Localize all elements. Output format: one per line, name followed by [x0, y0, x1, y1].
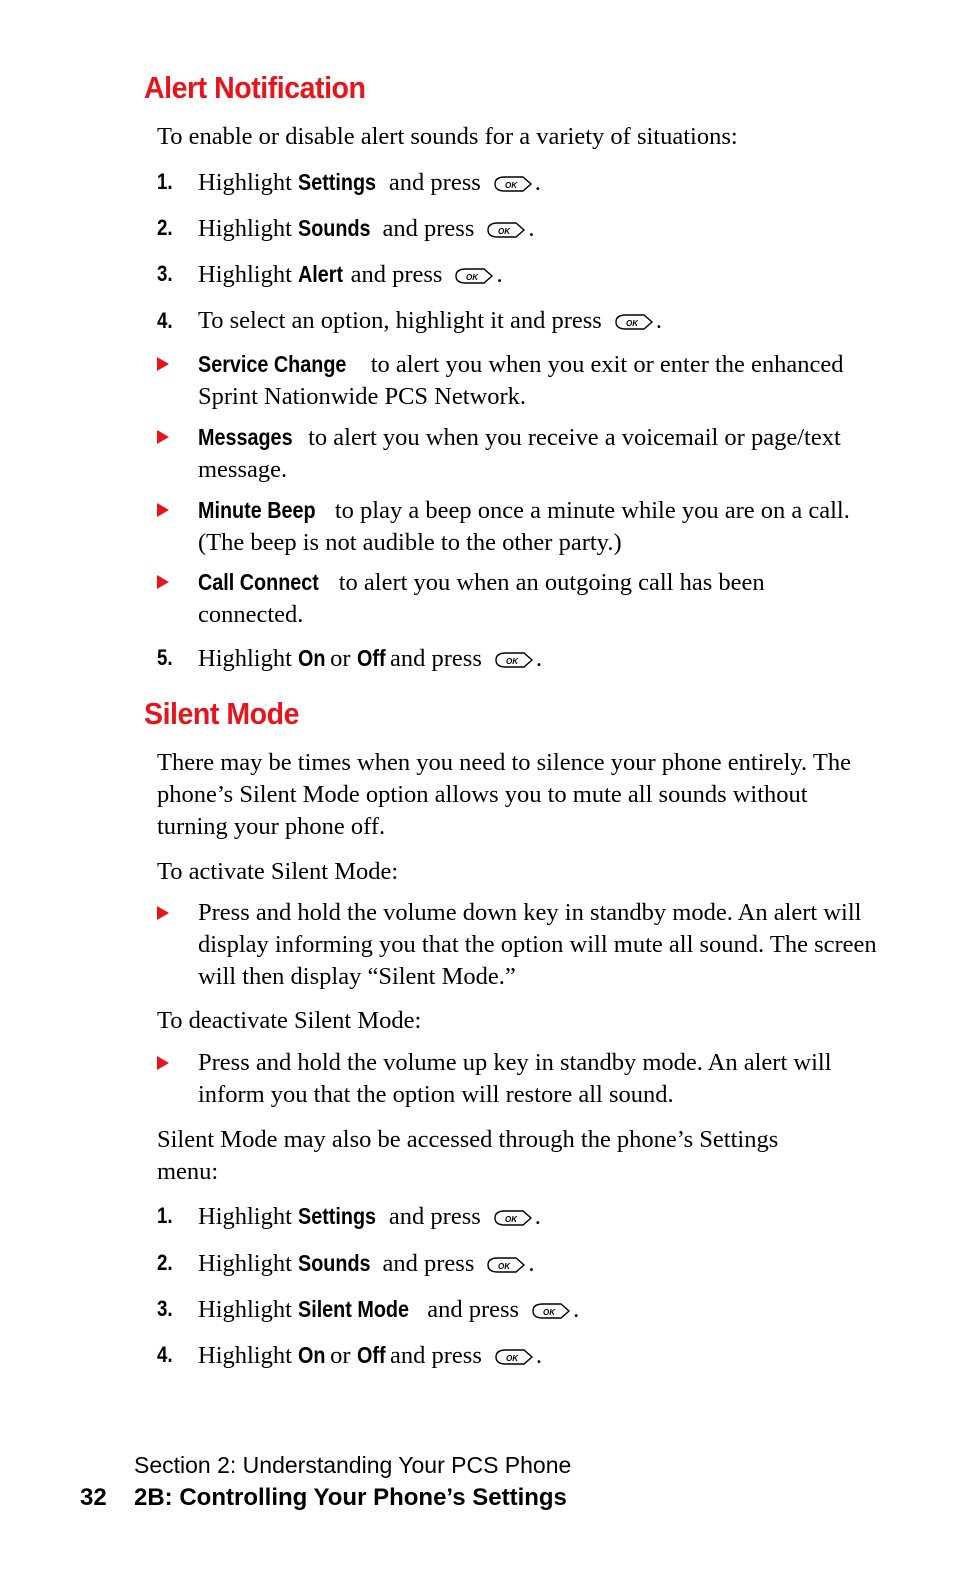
period: . [535, 1342, 542, 1369]
step-text: and press [376, 215, 475, 242]
keyword: Messages [198, 424, 293, 450]
svg-text:OK: OK [504, 1215, 517, 1225]
step-number: 1. [157, 1203, 173, 1228]
keyword: Silent Mode [298, 1296, 410, 1322]
period: . [528, 1250, 535, 1277]
silent-intro: There may be times when you need to silence your phone entirely. The phone’s Silent Mode option allows you to mute all sounds without turning your phone off. [157, 749, 851, 840]
option-text: to alert you when you receive a voicemail or page/text message. [198, 424, 841, 483]
ok-button-icon [450, 267, 494, 285]
keyword: Minute Beep [198, 497, 316, 523]
period: . [528, 215, 535, 242]
section-heading-alert-notification: Alert Notification [144, 70, 366, 105]
svg-text:OK: OK [498, 1262, 511, 1272]
bullet-arrow-icon [157, 357, 169, 371]
keyword: Off [356, 645, 386, 671]
bullet-arrow-icon [157, 575, 169, 589]
step-text: and press [382, 1203, 481, 1230]
period: . [534, 169, 541, 196]
period: . [534, 1203, 541, 1230]
step-text: To select an option, highlight it and press [198, 307, 602, 334]
svg-text:OK: OK [505, 657, 518, 667]
step-text: Highlight [198, 169, 299, 196]
svg-text:OK: OK [466, 273, 479, 283]
step-number: 3. [157, 261, 173, 286]
step-number: 3. [157, 1296, 173, 1321]
option-text: to alert you when you exit or enter the enhanced Sprint Nationwide PCS Network. [198, 351, 844, 410]
step-text: Highlight [198, 261, 299, 288]
keyword: Sounds [298, 1250, 371, 1276]
ok-button-icon [610, 313, 654, 331]
svg-text:OK: OK [504, 181, 517, 191]
ok-button-icon [482, 1256, 526, 1274]
ok-button-icon [489, 1209, 533, 1227]
footer-chapter-title: 2B: Controlling Your Phone’s Settings [134, 1484, 567, 1511]
section-heading-silent-mode: Silent Mode [144, 696, 299, 731]
period: . [655, 307, 662, 334]
step-number: 4. [157, 308, 173, 333]
step-text: Highlight [198, 1296, 299, 1323]
svg-text:OK: OK [625, 319, 638, 329]
bullet-arrow-icon [157, 430, 169, 444]
step-text: Highlight [198, 1203, 299, 1230]
footer-section-title: Section 2: Understanding Your PCS Phone [134, 1452, 572, 1478]
step-text: and press [383, 1342, 482, 1369]
bullet-text: Press and hold the volume up key in standby mode. An alert will inform you that the option will restore all sound. [198, 1049, 832, 1108]
alert-intro: To enable or disable alert sounds for a variety of situations: [157, 123, 738, 150]
step-text: and press [383, 645, 482, 672]
step-number: 4. [157, 1342, 173, 1367]
keyword: On [298, 645, 326, 671]
keyword: Settings [298, 169, 377, 195]
period: . [496, 261, 503, 288]
step-text: or [324, 645, 357, 672]
step-text: and press [382, 169, 481, 196]
step-number: 2. [157, 215, 173, 240]
option-text: to play a beep once a minute while you are on a call. (The beep is not audible to the other party.) [198, 497, 850, 556]
step-text: Highlight [198, 215, 299, 242]
bullet-arrow-icon [157, 1056, 169, 1070]
step-number: 2. [157, 1250, 173, 1275]
step-text: Highlight [198, 1250, 299, 1277]
keyword: Settings [298, 1203, 377, 1229]
step-number: 1. [157, 169, 173, 194]
step-text: Highlight [198, 1342, 299, 1369]
keyword: Service Change [198, 351, 347, 377]
menu-intro: Silent Mode may also be accessed through the phone’s Settings menu: [157, 1126, 779, 1185]
step-text: and press [421, 1296, 520, 1323]
step-number: 5. [157, 645, 173, 670]
activate-label: To activate Silent Mode: [157, 858, 399, 885]
keyword: Alert [298, 261, 344, 287]
ok-button-icon [527, 1302, 571, 1320]
bullet-arrow-icon [157, 906, 169, 920]
step-text: and press [376, 1250, 475, 1277]
keyword: Off [356, 1342, 386, 1368]
keyword: On [298, 1342, 326, 1368]
keyword: Call Connect [198, 569, 319, 595]
page-number: 32 [80, 1484, 107, 1511]
ok-button-icon [489, 175, 533, 193]
svg-text:OK: OK [543, 1308, 556, 1318]
step-text: Highlight [198, 645, 299, 672]
keyword: Sounds [298, 215, 371, 241]
ok-button-icon [482, 221, 526, 239]
ok-button-icon [490, 651, 534, 669]
deactivate-label: To deactivate Silent Mode: [157, 1007, 422, 1034]
step-text: or [324, 1342, 357, 1369]
period: . [535, 645, 542, 672]
step-text: and press [344, 261, 443, 288]
bullet-arrow-icon [157, 503, 169, 517]
period: . [573, 1296, 580, 1323]
bullet-text: Press and hold the volume down key in standby mode. An alert will display informing you that the option will mute all sound. The screen will then display “Silent Mode.” [198, 899, 877, 990]
svg-text:OK: OK [505, 1354, 518, 1364]
svg-text:OK: OK [498, 227, 511, 237]
ok-button-icon [490, 1348, 534, 1366]
option-text: to alert you when an outgoing call has been connected. [198, 569, 765, 628]
